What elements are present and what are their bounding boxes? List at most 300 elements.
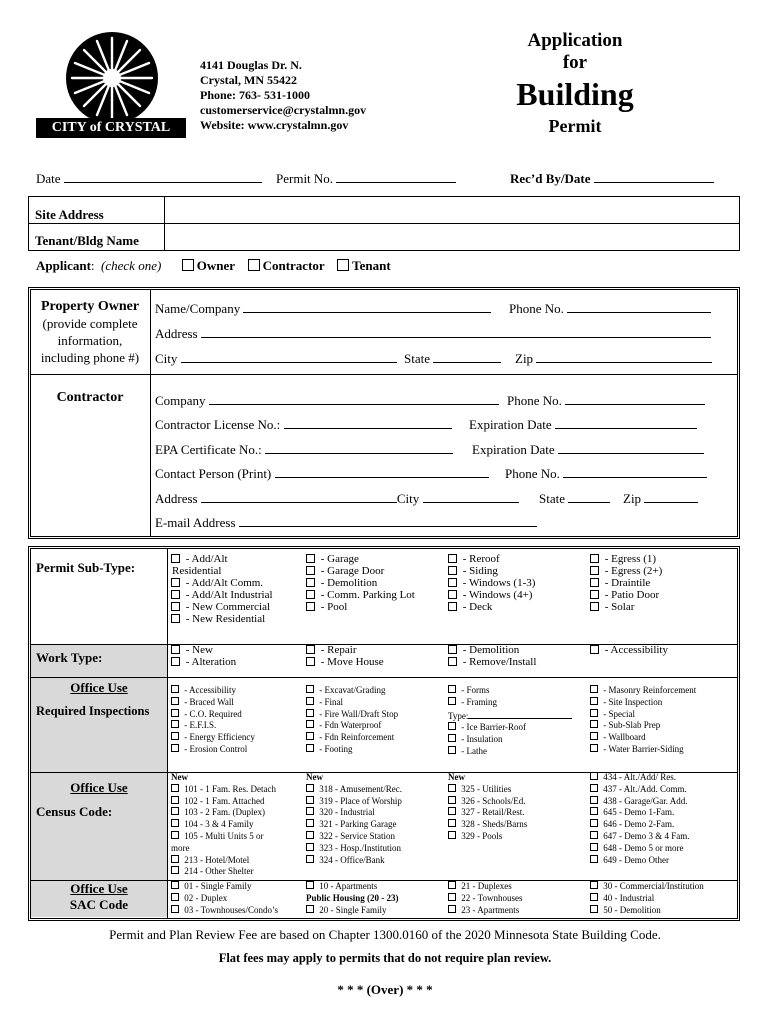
sac-item-label: 50 - Demolition bbox=[603, 904, 661, 915]
inspection-item[interactable] bbox=[306, 720, 398, 732]
subtype-item[interactable] bbox=[306, 589, 446, 601]
checkbox-icon[interactable] bbox=[306, 843, 314, 851]
expiration1-field[interactable] bbox=[469, 416, 697, 433]
census-item[interactable] bbox=[306, 784, 402, 796]
sac-item[interactable] bbox=[590, 893, 704, 905]
census-item[interactable] bbox=[306, 843, 402, 855]
work-type-item[interactable] bbox=[590, 644, 668, 656]
address-line2: Crystal, MN 55422 bbox=[200, 73, 297, 87]
inspection-item-label: - Final bbox=[319, 696, 343, 707]
sac-office-use: Office Use bbox=[70, 881, 128, 896]
checkbox-icon[interactable] bbox=[171, 645, 180, 654]
subtype-col1 bbox=[171, 553, 303, 625]
form-title bbox=[490, 30, 660, 138]
sac-item[interactable] bbox=[448, 893, 522, 905]
recd-field[interactable] bbox=[510, 170, 714, 187]
checkbox-icon[interactable] bbox=[590, 819, 598, 827]
inspection-item[interactable] bbox=[448, 746, 572, 758]
census-item-label: 318 - Amusement/Rec. bbox=[319, 783, 402, 794]
checkbox-icon[interactable] bbox=[306, 819, 314, 827]
inspection-item[interactable] bbox=[590, 744, 696, 756]
checkbox-icon[interactable] bbox=[306, 796, 314, 804]
inspections-col4 bbox=[590, 685, 696, 756]
checkbox-icon[interactable] bbox=[171, 831, 179, 839]
checkbox-icon[interactable] bbox=[306, 554, 315, 563]
check-one-text: (check one) bbox=[101, 258, 162, 273]
inspection-item[interactable] bbox=[590, 697, 696, 709]
checkbox-icon[interactable] bbox=[171, 807, 179, 815]
contractor-city-label: City bbox=[396, 491, 420, 506]
work-type-item[interactable] bbox=[448, 644, 536, 656]
contractor-zip-field[interactable] bbox=[623, 490, 698, 507]
checkbox-icon[interactable] bbox=[306, 645, 315, 654]
checkbox-icon[interactable] bbox=[590, 881, 598, 889]
checkbox-icon[interactable] bbox=[590, 566, 599, 575]
inspection-item[interactable] bbox=[448, 722, 572, 734]
subtype-item[interactable] bbox=[590, 565, 730, 577]
subtype-item[interactable] bbox=[448, 589, 588, 601]
work-type-item[interactable] bbox=[306, 644, 384, 656]
checkbox-icon[interactable] bbox=[171, 855, 179, 863]
checkbox-icon[interactable] bbox=[448, 819, 456, 827]
census-item[interactable] bbox=[171, 866, 303, 878]
census-item-label: 645 - Demo 1-Fam. bbox=[603, 807, 675, 818]
checkbox-icon[interactable] bbox=[590, 831, 598, 839]
sac-item[interactable] bbox=[171, 905, 278, 917]
inspections-office-use: Office Use bbox=[70, 680, 128, 695]
inspection-item[interactable] bbox=[306, 685, 398, 697]
sac-item[interactable] bbox=[171, 893, 278, 905]
checkbox-icon[interactable] bbox=[171, 614, 180, 623]
subtype-item[interactable] bbox=[171, 613, 303, 625]
checkbox-icon[interactable] bbox=[448, 566, 457, 575]
work-type-item[interactable] bbox=[171, 656, 236, 668]
checkbox-icon[interactable] bbox=[171, 893, 179, 901]
inspection-item-label: - Excavat/Grading bbox=[319, 685, 386, 695]
sac-item[interactable] bbox=[448, 881, 522, 893]
checkbox-icon[interactable] bbox=[590, 855, 598, 863]
owner-city-label: City bbox=[155, 351, 178, 366]
inspection-item[interactable] bbox=[171, 709, 255, 721]
checkbox-icon[interactable] bbox=[448, 590, 457, 599]
checkbox-icon[interactable] bbox=[306, 578, 315, 587]
inspection-item-label: - Forms bbox=[461, 685, 490, 695]
checkbox-icon[interactable] bbox=[171, 784, 179, 792]
phone-text: Phone: 763- 531-1000 bbox=[200, 88, 310, 102]
inspection-item[interactable] bbox=[171, 732, 255, 744]
checkbox-icon[interactable] bbox=[306, 807, 314, 815]
census-item[interactable] bbox=[306, 855, 402, 867]
inspection-item[interactable] bbox=[590, 732, 696, 744]
census-item-label: 102 - 1 Fam. Attached bbox=[184, 795, 265, 806]
subtype-item[interactable] bbox=[171, 553, 303, 565]
inspection-item[interactable] bbox=[171, 697, 255, 709]
checkbox-icon[interactable] bbox=[171, 881, 179, 889]
inspection-item-label: - Ice Barrier-Roof bbox=[461, 722, 527, 733]
checkbox-icon[interactable] bbox=[171, 905, 179, 913]
site-address-label: Site Address bbox=[35, 207, 104, 222]
contractor-phone2-field[interactable] bbox=[505, 465, 707, 482]
subtype-item[interactable] bbox=[306, 601, 446, 613]
contractor-address-field[interactable] bbox=[155, 490, 519, 507]
city-address bbox=[200, 58, 366, 133]
subtype-item[interactable] bbox=[171, 601, 303, 613]
checkbox-icon[interactable] bbox=[590, 590, 599, 599]
census-item[interactable] bbox=[306, 819, 402, 831]
checkbox-icon[interactable] bbox=[590, 893, 598, 901]
checkbox-icon[interactable] bbox=[590, 843, 598, 851]
checkbox-icon[interactable] bbox=[448, 578, 457, 587]
fee-notice: Permit and Plan Review Fee are based on Chapter 1300.0160 of the 2020 Minnesota State Building Code. bbox=[109, 927, 661, 942]
checkbox-icon[interactable] bbox=[590, 685, 598, 693]
inspection-item[interactable] bbox=[306, 697, 398, 709]
checkbox-icon[interactable] bbox=[448, 645, 457, 654]
checkbox-icon[interactable] bbox=[590, 554, 599, 563]
checkbox-icon[interactable] bbox=[590, 744, 598, 752]
subtype-item[interactable] bbox=[448, 601, 588, 613]
census-item[interactable] bbox=[171, 796, 303, 808]
contractor-title: Contractor bbox=[56, 390, 124, 405]
sac-item-label: 21 - Duplexes bbox=[461, 881, 512, 891]
inspections-label: Required Inspections bbox=[36, 704, 150, 718]
sac-item[interactable] bbox=[306, 881, 399, 893]
census-item[interactable] bbox=[590, 807, 690, 819]
census-item-cont: more bbox=[171, 842, 190, 853]
subtype-item-label: - Siding bbox=[462, 565, 498, 577]
checkbox-icon[interactable] bbox=[448, 905, 456, 913]
census-label: Census Code: bbox=[36, 804, 113, 819]
census-item-label: 327 - Retail/Rest. bbox=[461, 807, 525, 818]
public-housing-label: Public Housing (20 - 23) bbox=[306, 892, 399, 903]
census-item[interactable] bbox=[306, 807, 402, 819]
census-col1 bbox=[171, 772, 303, 878]
inspection-item[interactable] bbox=[171, 685, 255, 697]
census-item-label: 328 - Sheds/Barns bbox=[461, 819, 528, 830]
contractor-phone-field[interactable] bbox=[507, 392, 705, 409]
owner-address-field[interactable] bbox=[155, 325, 711, 342]
checkbox-icon[interactable] bbox=[171, 866, 179, 874]
checkbox-icon[interactable] bbox=[171, 732, 179, 740]
checkbox-icon[interactable] bbox=[590, 709, 598, 717]
work-type-col1 bbox=[171, 644, 236, 668]
census-item-label: 101 - 1 Fam. Res. Detach bbox=[184, 783, 276, 794]
contractor-phone2-label: Phone No. bbox=[505, 466, 560, 481]
owner-zip-field[interactable] bbox=[515, 350, 712, 367]
inspection-item[interactable] bbox=[306, 744, 398, 756]
checkbox-icon[interactable] bbox=[448, 734, 456, 742]
work-type-item[interactable] bbox=[306, 656, 384, 668]
over-notice: * * * (Over) * * * bbox=[337, 982, 433, 997]
subtype-item[interactable] bbox=[306, 553, 446, 565]
inspection-item[interactable] bbox=[306, 732, 398, 744]
checkbox-icon[interactable] bbox=[171, 709, 179, 717]
checkbox-icon[interactable] bbox=[590, 602, 599, 611]
checkbox-icon[interactable] bbox=[448, 746, 456, 754]
checkbox-icon[interactable] bbox=[306, 855, 314, 863]
checkbox-icon[interactable] bbox=[448, 807, 456, 815]
permit-no-field[interactable] bbox=[276, 170, 456, 187]
checkbox-icon[interactable] bbox=[590, 645, 599, 654]
contractor-checkbox[interactable] bbox=[248, 259, 260, 271]
census-item[interactable] bbox=[448, 807, 527, 819]
city-logo bbox=[36, 28, 186, 140]
census-item[interactable] bbox=[171, 807, 303, 819]
census-item[interactable] bbox=[448, 796, 527, 808]
checkbox-icon[interactable] bbox=[448, 722, 456, 730]
subtype-col4 bbox=[590, 553, 730, 613]
checkbox-icon[interactable] bbox=[590, 905, 598, 913]
tenant-checkbox-label: Tenant bbox=[352, 258, 391, 273]
work-type-col3 bbox=[448, 644, 536, 668]
subtype-item-label: - Egress (2+) bbox=[604, 565, 663, 577]
subtype-item-label: - Solar bbox=[604, 601, 635, 613]
checkbox-icon[interactable] bbox=[590, 796, 598, 804]
census-item[interactable] bbox=[306, 796, 402, 808]
date-label: Date bbox=[36, 171, 61, 186]
sac-heading bbox=[32, 881, 166, 913]
subtype-item[interactable] bbox=[590, 553, 730, 565]
checkbox-icon[interactable] bbox=[171, 554, 180, 563]
subtype-item[interactable] bbox=[590, 589, 730, 601]
expiration2-field[interactable] bbox=[472, 441, 704, 458]
checkbox-icon[interactable] bbox=[590, 697, 598, 705]
work-type-item[interactable] bbox=[171, 644, 236, 656]
subtype-item-label: - Pool bbox=[320, 601, 348, 613]
checkbox-icon[interactable] bbox=[171, 720, 179, 728]
title-permit: Permit bbox=[548, 116, 602, 136]
license-label: Contractor License No.: bbox=[155, 417, 281, 432]
checkbox-icon[interactable] bbox=[448, 881, 456, 889]
sac-col1 bbox=[171, 881, 278, 916]
owner-state-field[interactable] bbox=[404, 350, 501, 367]
inspection-item-label: - Energy Efficiency bbox=[184, 732, 255, 743]
sac-col2 bbox=[306, 881, 399, 916]
census-item[interactable] bbox=[590, 796, 690, 808]
checkbox-icon[interactable] bbox=[171, 744, 179, 752]
inspection-item-label: - Insulation bbox=[461, 734, 503, 745]
contractor-email-label: E-mail Address bbox=[155, 515, 236, 530]
checkbox-icon[interactable] bbox=[590, 784, 598, 792]
census-item-label: 322 - Service Station bbox=[319, 830, 395, 841]
site-address-input[interactable] bbox=[166, 197, 738, 223]
checkbox-icon[interactable] bbox=[171, 657, 180, 666]
census-col3 bbox=[448, 772, 527, 843]
contractor-state-label: State bbox=[539, 491, 565, 506]
checkbox-icon[interactable] bbox=[306, 657, 315, 666]
inspection-item[interactable] bbox=[448, 685, 572, 697]
sac-item[interactable] bbox=[590, 881, 704, 893]
sac-item[interactable] bbox=[171, 881, 278, 893]
checkbox-icon[interactable] bbox=[590, 578, 599, 587]
contact-label: Contact Person (Print) bbox=[155, 466, 272, 481]
subtype-item[interactable] bbox=[306, 577, 446, 589]
property-owner-title: Property Owner bbox=[40, 299, 140, 314]
census-item[interactable] bbox=[171, 819, 303, 831]
license-field[interactable] bbox=[155, 416, 452, 433]
census-item[interactable] bbox=[306, 831, 402, 843]
subtype-item[interactable] bbox=[448, 577, 588, 589]
checkbox-icon[interactable] bbox=[171, 697, 179, 705]
checkbox-icon[interactable] bbox=[448, 796, 456, 804]
checkbox-icon[interactable] bbox=[306, 905, 314, 913]
sac-item-label: 02 - Duplex bbox=[184, 892, 228, 903]
inspection-item-label: - Framing bbox=[461, 696, 497, 707]
subtype-item[interactable] bbox=[448, 565, 588, 577]
checkbox-icon[interactable] bbox=[306, 720, 314, 728]
subtype-item-label: - Comm. Parking Lot bbox=[320, 589, 415, 601]
inspections-col1 bbox=[171, 685, 255, 756]
website-text: Website: www.crystalmn.gov bbox=[200, 118, 349, 132]
checkbox-icon[interactable] bbox=[448, 831, 456, 839]
census-col2 bbox=[306, 772, 402, 866]
subtype-item[interactable] bbox=[448, 553, 588, 565]
census-item[interactable] bbox=[590, 772, 690, 784]
applicant-label: Applicant bbox=[36, 258, 91, 273]
work-type-item-label: - Repair bbox=[320, 644, 357, 656]
checkbox-icon[interactable] bbox=[448, 602, 457, 611]
checkbox-icon[interactable] bbox=[306, 881, 314, 889]
subtype-item-label: - Garage bbox=[320, 553, 359, 565]
subtype-item-cont: Residential bbox=[172, 565, 222, 577]
tenant-checkbox[interactable] bbox=[337, 259, 349, 271]
inspection-item[interactable] bbox=[448, 734, 572, 746]
owner-checkbox[interactable] bbox=[182, 259, 194, 271]
epa-field[interactable] bbox=[155, 441, 453, 458]
checkbox-icon[interactable] bbox=[306, 784, 314, 792]
checkbox-icon[interactable] bbox=[306, 602, 315, 611]
inspection-item[interactable] bbox=[590, 685, 696, 697]
applicant-row: Applicant: (check one) Owner Contractor Tenant bbox=[36, 258, 391, 273]
inspection-item-label: - Special bbox=[603, 708, 635, 719]
sac-col3 bbox=[448, 881, 522, 916]
subtype-item-label: - Garage Door bbox=[320, 565, 385, 577]
census-item[interactable] bbox=[590, 855, 690, 867]
census-item[interactable] bbox=[448, 819, 527, 831]
checkbox-icon[interactable] bbox=[590, 772, 598, 780]
checkbox-icon[interactable] bbox=[448, 784, 456, 792]
owner-note3: including phone #) bbox=[40, 350, 140, 365]
flat-fee-notice: Flat fees may apply to permits that do not require plan review. bbox=[218, 951, 552, 965]
contractor-email-field[interactable] bbox=[155, 514, 537, 531]
work-type-col4 bbox=[590, 644, 668, 656]
sac-item[interactable] bbox=[306, 905, 399, 917]
work-type-item[interactable] bbox=[448, 656, 536, 668]
census-office-use: Office Use bbox=[70, 780, 128, 795]
census-item[interactable] bbox=[448, 784, 527, 796]
subtype-item-label: - Windows (1-3) bbox=[462, 577, 536, 589]
owner-phone-field[interactable] bbox=[509, 300, 711, 317]
subtype-item[interactable] bbox=[171, 589, 303, 601]
census-item[interactable] bbox=[171, 855, 303, 867]
work-type-item-label: - Demolition bbox=[462, 644, 520, 656]
checkbox-icon[interactable] bbox=[448, 893, 456, 901]
census-item-label: 648 - Demo 5 or more bbox=[603, 842, 684, 853]
census-item-label: 647 - Demo 3 & 4 Fam. bbox=[603, 830, 690, 841]
checkbox-icon[interactable] bbox=[306, 709, 314, 717]
checkbox-icon[interactable] bbox=[306, 685, 314, 693]
checkbox-icon[interactable] bbox=[306, 732, 314, 740]
contractor-company-field[interactable] bbox=[155, 392, 499, 409]
checkbox-icon[interactable] bbox=[448, 685, 456, 693]
checkbox-icon[interactable] bbox=[306, 831, 314, 839]
census-item[interactable] bbox=[171, 784, 303, 796]
inspection-item[interactable] bbox=[171, 720, 255, 732]
checkbox-icon[interactable] bbox=[306, 697, 314, 705]
checkbox-icon[interactable] bbox=[448, 697, 456, 705]
inspection-item[interactable] bbox=[590, 720, 696, 732]
subtype-item-label: - Patio Door bbox=[604, 589, 660, 601]
contractor-state-field[interactable] bbox=[539, 490, 610, 507]
census-item[interactable] bbox=[448, 831, 527, 843]
subtype-item-label: - New Residential bbox=[185, 613, 266, 625]
census-new-label: New bbox=[306, 772, 323, 782]
checkbox-icon[interactable] bbox=[590, 807, 598, 815]
sac-item[interactable] bbox=[448, 905, 522, 917]
owner-zip-label: Zip bbox=[515, 351, 534, 366]
checkbox-icon[interactable] bbox=[171, 578, 180, 587]
checkbox-icon[interactable] bbox=[448, 554, 457, 563]
contractor-company-label: Company bbox=[155, 393, 206, 408]
checkbox-icon[interactable] bbox=[171, 796, 179, 804]
owner-name-label: Name/Company bbox=[155, 301, 241, 316]
census-item[interactable] bbox=[590, 831, 690, 843]
census-item[interactable] bbox=[590, 784, 690, 796]
checkbox-icon[interactable] bbox=[171, 685, 179, 693]
sac-item-label: 03 - Townhouses/Condo’s bbox=[184, 904, 278, 915]
census-item-label: 104 - 3 & 4 Family bbox=[184, 819, 254, 830]
subtype-item[interactable] bbox=[306, 565, 446, 577]
checkbox-icon[interactable] bbox=[171, 819, 179, 827]
checkbox-icon[interactable] bbox=[171, 590, 180, 599]
checkbox-icon[interactable] bbox=[306, 744, 314, 752]
work-type-item-label: - New bbox=[185, 644, 213, 656]
framing-type-field[interactable] bbox=[448, 709, 572, 723]
sac-item[interactable] bbox=[590, 905, 704, 917]
work-type-label: Work Type: bbox=[36, 650, 103, 665]
census-item[interactable] bbox=[590, 843, 690, 855]
subtype-item[interactable] bbox=[590, 601, 730, 613]
checkbox-icon[interactable] bbox=[448, 657, 457, 666]
census-item-label: 103 - 2 Fam. (Duplex) bbox=[184, 807, 265, 818]
contact-field[interactable] bbox=[155, 465, 489, 482]
inspection-item[interactable] bbox=[306, 709, 398, 721]
date-field[interactable] bbox=[36, 170, 262, 187]
property-owner-heading bbox=[32, 298, 148, 366]
subtype-item-label: - Add/Alt bbox=[185, 553, 228, 565]
checkbox-icon[interactable] bbox=[306, 566, 315, 575]
expiration2-label: Expiration Date bbox=[472, 442, 555, 457]
subtype-item-label: - Add/Alt Industrial bbox=[185, 589, 273, 601]
subtype-item[interactable] bbox=[171, 577, 303, 589]
census-item-label: 326 - Schools/Ed. bbox=[461, 795, 526, 806]
contractor-phone-label: Phone No. bbox=[507, 393, 562, 408]
census-item[interactable] bbox=[171, 831, 303, 843]
checkbox-icon[interactable] bbox=[590, 720, 598, 728]
checkbox-icon[interactable] bbox=[590, 732, 598, 740]
checkbox-icon[interactable] bbox=[171, 602, 180, 611]
inspection-item[interactable] bbox=[590, 709, 696, 721]
inspection-item-label: - Footing bbox=[319, 743, 353, 754]
tenant-input[interactable] bbox=[166, 224, 738, 250]
census-item[interactable] bbox=[590, 819, 690, 831]
inspection-item[interactable] bbox=[171, 744, 255, 756]
owner-name-field[interactable] bbox=[155, 300, 491, 317]
subtype-item-label: - Demolition bbox=[320, 577, 378, 589]
checkbox-icon[interactable] bbox=[306, 590, 315, 599]
subtype-item[interactable] bbox=[590, 577, 730, 589]
inspection-item[interactable] bbox=[448, 697, 572, 709]
owner-city-field[interactable] bbox=[155, 350, 397, 367]
